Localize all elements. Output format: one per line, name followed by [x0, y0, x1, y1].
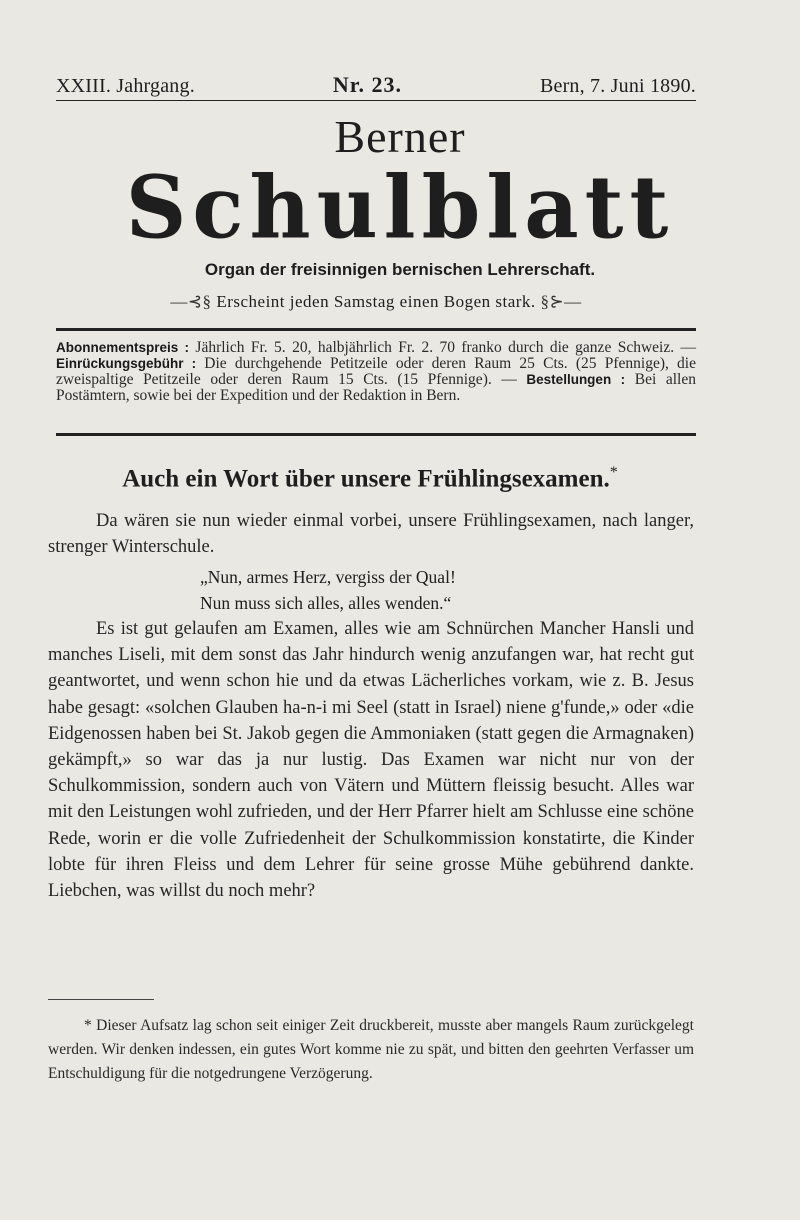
article-title-text: Auch ein Wort über unsere Frühlingsexamen.: [122, 465, 610, 493]
masthead-line2: Schulblatt: [125, 157, 675, 258]
poem-line-1: „Nun, armes Herz, vergiss der Qual!: [200, 567, 456, 587]
publication-frequency: [56, 292, 696, 312]
frequency-text: Erscheint jeden Samstag einen Bogen stark.: [216, 292, 536, 311]
body-paragraph: Es ist gut gelaufen am Examen, alles wie am Schnürchen Mancher Hansli und manches Liseli, mit dem sonst das Jahr hindurch wenig anzufangen war, hat recht gut geantwortet, und wenn schon hie und da etwas Lächerliches vorkam, wie z. B. Jesus habe gesagt: «solchen Glauben ha-n-i mi Seel (statt in Israel) niene g'funde,» oder «die Eidgenossen haben bei St. Jakob gegen die Ammoniaken (statt gegen die Armagnaken) gekämpft,» so war das ja nur lustig. Das Examen war nicht nur von der Schulkommission, sondern auch von Vätern und Müttern fleissig besucht. Alles war mit den Leistungen wohl zufrieden, und der Herr Pfarrer hielt am Schlusse eine schöne Rede, worin er die volle Zufriedenheit der Schulkommission konstatirte, die Kinder lobte für ihren Fleiss und dem Lehrer für seine grosse Mühe gebührend dankte. Liebchen, was willst du noch mehr?: [48, 619, 694, 902]
footnote-marker: *: [609, 464, 618, 481]
ornament-right: §⊱—: [540, 292, 582, 311]
header-line: [56, 72, 696, 100]
organ-subtitle: Organ der freisinnigen bernischen Lehrerschaft.: [204, 260, 596, 279]
insertion-fee-text: Die durchgehende Petitzeile oder deren Raum 25 Cts. (25 Pfennige), die zweispaltige Petitzeile oder deren Raum 15 Cts. (15 Pfennige). —: [56, 355, 696, 388]
ornament-left: —⊰§: [170, 292, 212, 311]
footnote-text: * Dieser Aufsatz lag schon seit einiger Zeit druckbereit, musste aber mangels Raum zurückgelegt werden. Wir denken indessen, ein gutes Wort komme nie zu spät, und bitten den geehrten Verfasser um Entschuldigung für die notgedrungene Verzögerung.: [48, 1017, 694, 1082]
issue-number: Nr. 23.: [332, 72, 402, 97]
footnote: [48, 1014, 694, 1086]
volume-label: XXIII. Jahrgang.: [56, 75, 195, 97]
place-date: Bern, 7. Juni 1890.: [539, 75, 696, 97]
subscription-price-text: Jährlich Fr. 5. 20, halbjährlich Fr. 2. 70 franko durch die ganze Schweiz. —: [189, 339, 696, 356]
subscription-price-label: Abonnementspreis :: [56, 340, 190, 355]
header-rule: [56, 100, 696, 101]
subscription-top-rule: [56, 328, 696, 331]
article-intro: [48, 508, 694, 560]
subscription-bottom-rule: [56, 433, 696, 436]
intro-paragraph: Da wären sie nun wieder einmal vorbei, unsere Frühlingsexamen, nach langer, strenger Winterschule.: [48, 511, 694, 557]
orders-text: Bei allen Postämtern, sowie bei der Expedition und der Redaktion in Bern.: [56, 371, 696, 404]
subscription-info: [56, 340, 696, 404]
poem-line-2: Nun muss sich alles, alles wenden.“: [200, 593, 452, 613]
masthead-line1: Berner: [334, 111, 466, 162]
footnote-rule: [48, 999, 154, 1000]
orders-label: Bestellungen :: [526, 372, 626, 387]
article-title: [0, 464, 740, 493]
article-body: [48, 616, 694, 904]
insertion-fee-label: Einrückungsgebühr :: [56, 356, 197, 371]
poem-quote: [200, 564, 600, 616]
